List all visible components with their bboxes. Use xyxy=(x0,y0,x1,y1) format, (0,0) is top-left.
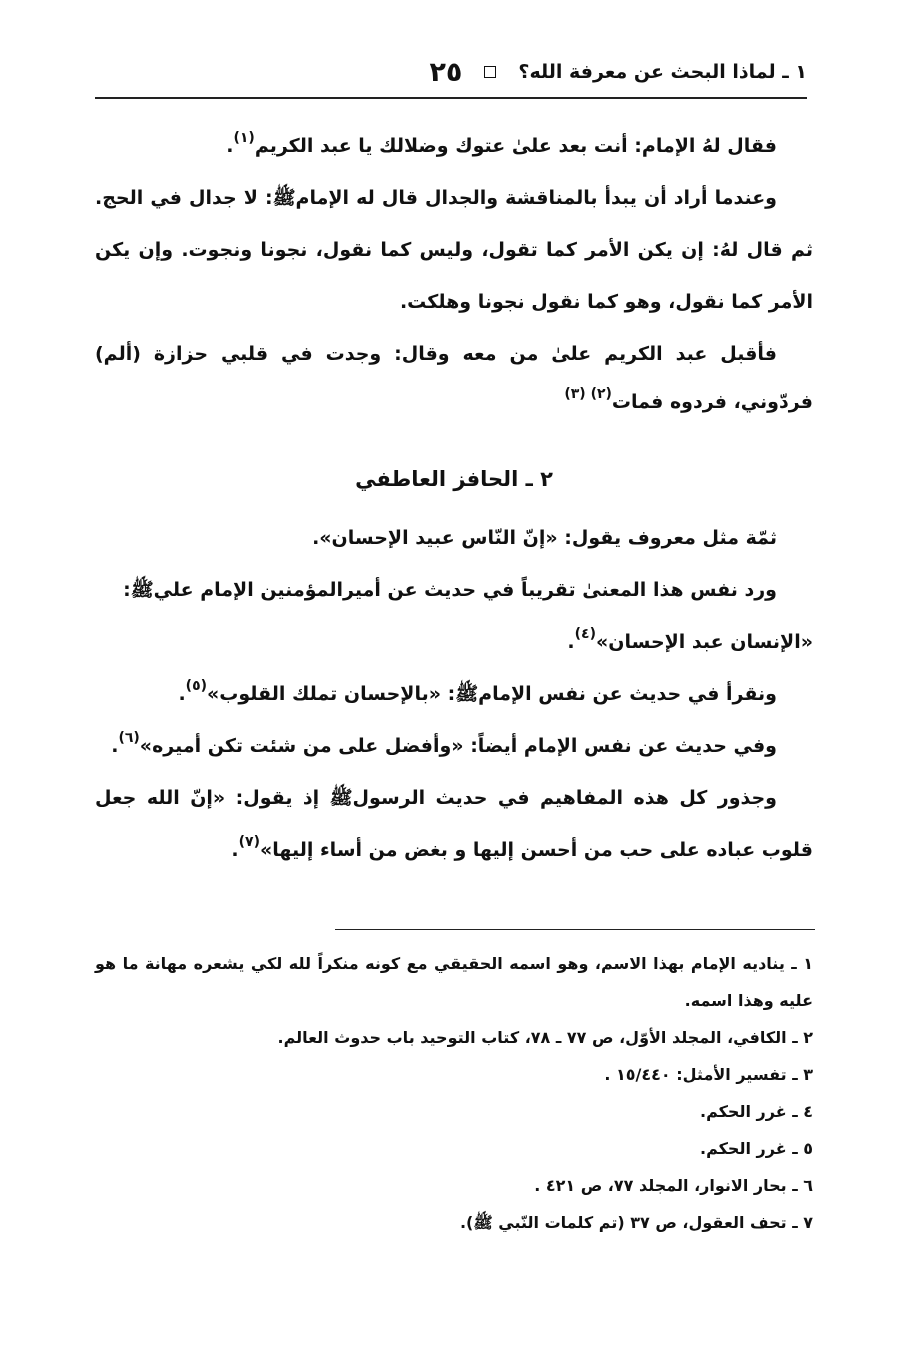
footnotes xyxy=(95,945,813,1241)
footnote: ٢ ـ الكافي، المجلد الأوّل، ص ٧٧ ـ ٧٨، كتاب التوحيد باب حدوث العالم. xyxy=(277,1028,813,1047)
section-heading: ٢ ـ الحافز العاطفي xyxy=(355,467,553,491)
footnote: ٧ ـ تحف العقول، ص ٣٧ (تم كلمات النّبي ﷺ). xyxy=(459,1213,813,1232)
footnote-ref: (١) xyxy=(233,130,255,146)
footnote: ٤ ـ غرر الحكم. xyxy=(700,1102,813,1121)
quote-line: «الإنسان عبد الإحسان»$^{(٤)}$. xyxy=(567,626,813,653)
page-number: ٢٥ xyxy=(429,56,463,88)
paragraph: وفي حديث عن نفس الإمام أيضاً: «وأفضل على من شئت تكن أميره»$^{(٦)}$. xyxy=(111,730,777,757)
footnote-ref: (٢) (٣) xyxy=(564,386,612,402)
footnote: ٦ ـ بحار الانوار، المجلد ٧٧، ص ٤٢١ . xyxy=(534,1176,813,1195)
paragraph: وجذور كل هذه المفاهيم في حديث الرسولﷺ إذ يقول: «إنّ الله جعل قلوب عباده على حب من أحسن إليها و بغض من أساء إليها»$^{(٧)}$. xyxy=(95,787,813,861)
paragraph: فقال لهُ الإمام: أنت بعد علىٰ عتوك وضلالك يا عبد الكريم$^{(١)}$. xyxy=(226,130,777,157)
paragraph: ورد نفس هذا المعنىٰ تقريباً في حديث عن أميرالمؤمنين الإمام عليﷺ: xyxy=(123,579,777,601)
header-divider xyxy=(95,97,807,99)
body-text xyxy=(95,120,813,426)
footnote: ٣ ـ تفسير الأمثل: ١٥/٤٤٠ . xyxy=(604,1065,813,1084)
section-body xyxy=(95,512,813,876)
page-header xyxy=(95,52,807,92)
paragraph: وعندما أراد أن يبدأ بالمناقشة والجدال قال له الإمامﷺ: لا جدال في الحج. ثم قال لهُ: إن يكن الأمر كما تقول، وليس كما نقول، نجونا ونجوت. وإن يكن الأمر كما نقول، وهو كما نقول نجونا وهلكت. xyxy=(95,187,813,313)
footnote-ref: (٤) xyxy=(574,626,596,642)
footnote: ١ ـ يناديه الإمام بهذا الاسم، وهو اسمه الحقيقي مع كونه منكراً لله لكي يشعره مهانة ما هو عليه وهذا اسمه. xyxy=(95,954,813,1010)
footnote-ref: (٦) xyxy=(118,730,140,746)
paragraph: فأقبل عبد الكريم علىٰ من معه وقال: وجدت في قلبي حزازة (ألم) فردّوني، فردوه فمات$^{(٢) (٣)}$ xyxy=(95,343,813,413)
running-title: ١ ـ لماذا البحث عن معرفة الله؟ xyxy=(518,61,807,83)
footnote-divider xyxy=(335,929,815,930)
paragraph: ونقرأ في حديث عن نفس الإمامﷺ: «بالإحسان تملك القلوب»$^{(٥)}$. xyxy=(178,678,777,705)
footnote: ٥ ـ غرر الحكم. xyxy=(700,1139,813,1158)
footnote-ref: (٧) xyxy=(238,834,260,850)
square-ornament-icon xyxy=(484,66,496,78)
footnote-ref: (٥) xyxy=(185,678,208,694)
paragraph: ثمّة مثل معروف يقول: «إنّ النّاس عبيد الإحسان». xyxy=(312,527,777,549)
